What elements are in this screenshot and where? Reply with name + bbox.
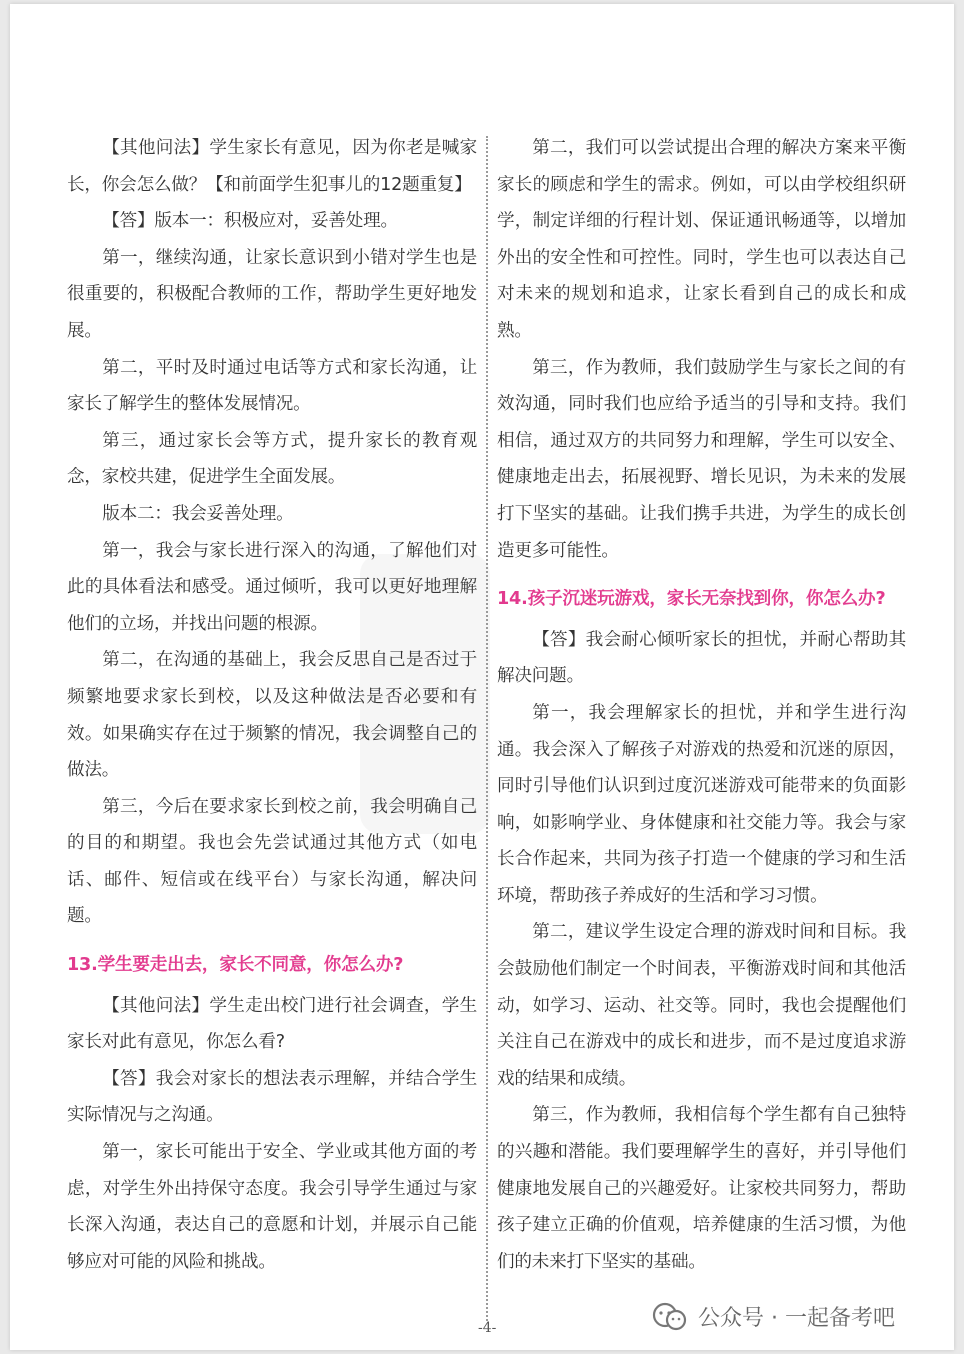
right-column	[497, 130, 906, 1280]
paragraph: 第二，在沟通的基础上，我会反思自己是否过于频繁地要求家长到校，以及这种做法是否必要和有效。如果确实存在过于频繁的情况，我会调整自己的做法。	[67, 650, 477, 781]
paragraph: 【其他问法】学生走出校门进行社会调查，学生家长对此有意见，你怎么看?	[67, 995, 477, 1053]
question-heading-13: 13.学生要走出去，家长不同意，你怎么办?	[67, 955, 404, 976]
watermark-text: 公众号 · 一起备考吧	[698, 1306, 895, 1331]
paragraph: 【答】我会耐心倾听家长的担忧，并耐心帮助其解决问题。	[497, 629, 906, 687]
paragraph: 第三，作为教师，我相信每个学生都有自己独特的兴趣和潜能。我们要理解学生的喜好，并引导他们健康地发展自己的兴趣爱好。让家校共同努力，帮助孩子建立正确的价值观，培养健康的生活习惯，为他们的未来打下坚实的基础。	[497, 1105, 906, 1272]
wechat-watermark	[650, 1301, 895, 1332]
paragraph: 第一，我会理解家长的担忧，并和学生进行沟通。我会深入了解孩子对游戏的热爱和沉迷的原因，同时引导他们认识到过度沉迷游戏可能带来的负面影响，如影响学业、身体健康和社交能力等。我会与家长合作起来，共同为孩子打造一个健康的学习和生活环境，帮助孩子养成好的生活和学习习惯。	[497, 702, 906, 906]
paragraph: 【答】我会对家长的想法表示理解，并结合学生实际情况与之沟通。	[67, 1068, 477, 1126]
question-heading-14: 14.孩子沉迷玩游戏，家长无奈找到你，你怎么办?	[497, 589, 886, 610]
left-column	[67, 130, 477, 1280]
paragraph: 版本二：我会妥善处理。	[102, 503, 294, 524]
paragraph: 第二，建议学生设定合理的游戏时间和目标。我会鼓励他们制定一个时间表，平衡游戏时间和其他活动，如学习、运动、社交等。同时，我也会提醒他们关注自己在游戏中的成长和进步，而不是过度追求游戏的结果和成绩。	[497, 922, 906, 1089]
wechat-icon	[650, 1302, 690, 1332]
paragraph: 第一，我会与家长进行深入的沟通，了解他们对此的具体看法和感受。通过倾听，我可以更好地理解他们的立场，并找出问题的根源。	[67, 540, 477, 634]
paragraph: 第三，作为教师，我们鼓励学生与家长之间的有效沟通，同时我们也应给予适当的引导和支持。我们相信，通过双方的共同努力和理解，学生可以安全、健康地走出去，拓展视野、增长见识，为未来的发展打下坚实的基础。让我们携手共进，为学生的成长创造更多可能性。	[497, 357, 906, 561]
paragraph: 第二，平时及时通过电话等方式和家长沟通，让家长了解学生的整体发展情况。	[67, 357, 477, 415]
paragraph: 【答】版本一：积极应对，妥善处理。	[102, 211, 398, 232]
paragraph: 第二，我们可以尝试提出合理的解决方案来平衡家长的顾虑和学生的需求。例如，可以由学校组织研学，制定详细的行程计划、保证通讯畅通等，以增加外出的安全性和可控性。同时，学生也可以表达自己对未来的规划和追求，让家长看到自己的成长和成熟。	[497, 138, 906, 341]
page-number: -4-	[478, 1320, 497, 1336]
paragraph: 【其他问法】学生家长有意见，因为你老是喊家长，你会怎么做？【和前面学生犯事儿的12题重复】	[67, 138, 477, 195]
paragraph: 第三，通过家长会等方式，提升家长的教育观念，家校共建，促进学生全面发展。	[67, 430, 477, 488]
document-page	[10, 4, 954, 1350]
paragraph: 第三，今后在要求家长到校之前，我会明确自己的目的和期望。我也会先尝试通过其他方式（如电话、邮件、短信或在线平台）与家长沟通，解决问题。	[67, 796, 477, 927]
paragraph: 第一，家长可能出于安全、学业或其他方面的考虑，对学生外出持保守态度。我会引导学生通过与家长深入沟通，表达自己的意愿和计划，并展示自己能够应对可能的风险和挑战。	[67, 1142, 477, 1272]
column-divider	[486, 136, 488, 1321]
paragraph: 第一，继续沟通，让家长意识到小错对学生也是很重要的，积极配合教师的工作，帮助学生更好地发展。	[67, 247, 477, 341]
